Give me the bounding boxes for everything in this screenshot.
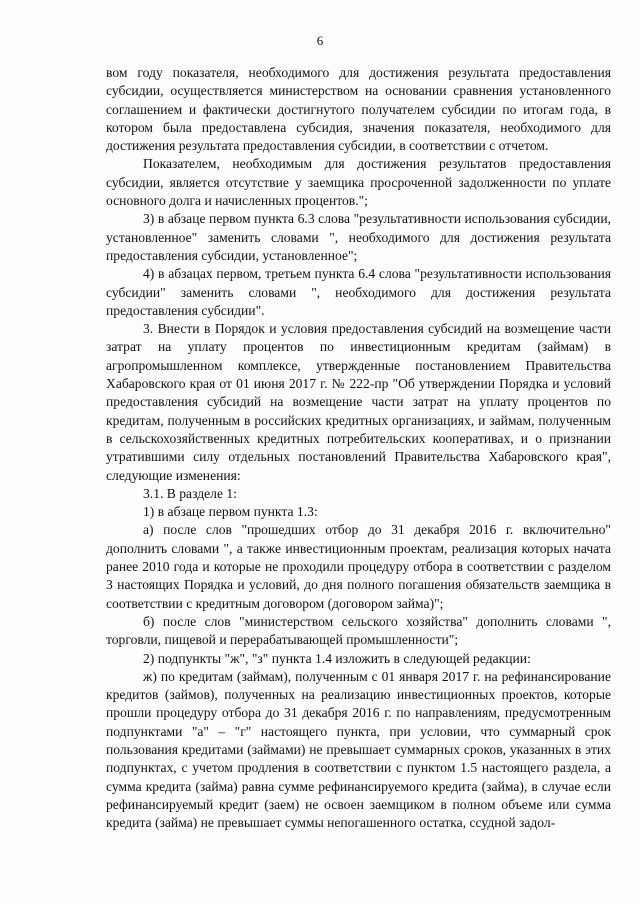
paragraph: 3. Внести в Порядок и условия предоставления субсидий на возмещение части затрат на уплату процентов по инвестиционным кредитам (займам) в агропромышленном комплексе, утвержденные постановлением Правительства Хабаровского края от 01 июня 2017 г. № 222-пр "Об утверждении Порядка и условий предоставления субсидий на возмещение части затрат на уплату процентов по кредитам, полученным в российских кредитных организациях, и займам, полученным в сельскохозяйственных кредитных потребительских кооперативах, и о признании утратившими силу отдельных постановлений Правительства Хабаровского края", следующие изменения: bbox=[106, 321, 611, 483]
paragraph: 1) в абзаце первом пункта 1.3: bbox=[143, 504, 318, 520]
paragraph: вом году показателя, необходимого для достижения результата предоставления субсидии, осуществляется министерством на основании сравнения установленного соглашением и фактически достигнутого получателем субсидии по итогам года, в котором была предоставлена субсидия, значения показателя, необходимого для достижения результата предоставления субсидии, в соответствии с отчетом. bbox=[106, 65, 611, 154]
document-body bbox=[106, 64, 611, 832]
paragraph: б) после слов "министерством сельского хозяйства" дополнить словами ", торговли, пищевой и перерабатывающей промышленности"; bbox=[106, 613, 611, 648]
paragraph: ж) по кредитам (займам), полученным с 01 января 2017 г. на рефинансирование кредитов (займов), полученных на реализацию инвестиционных проектов, которые прошли процедуру отбора до 31 декабря 2016 г. по направлениям, предусмотренным подпунктами "а" – "г" настоящего пункта, при условии, что суммарный срок пользования кредитами (займами) не превышает суммарных сроков, указанных в этих подпунктах, с учетом продления в соответствии с пунктом 1.5 настоящего раздела, а сумма кредита (займа) равна сумме рефинансируемого кредита (займа), в случае если рефинансируемый кредит (заем) не освоен заемщиком в полном объеме или сумма кредита (займа) не превышает суммы непогашенного остатка, ссудной задол- bbox=[106, 668, 611, 831]
paragraph: 2) подпункты "ж", "з" пункта 1.4 изложить в следующей редакции: bbox=[143, 650, 531, 666]
paragraph: 4) в абзацах первом, третьем пункта 6.4 слова "результативности использования субсидии" заменить словами ", необходимого для достижения результата предоставления субсидии". bbox=[106, 266, 611, 318]
paragraph: 3) в абзаце первом пункта 6.3 слова "результативности использования субсидии, установленное" заменить словами ", необходимого для достижения результата предоставления субсидии, установленное"; bbox=[106, 211, 611, 263]
paragraph: а) после слов "прошедших отбор до 31 декабря 2016 г. включительно" дополнить словами ", а также инвестиционным проектам, реализация которых начата ранее 2010 года и которые не проходили процедуру отбора в соответствии с разделом 3 настоящих Порядка и условий, до дня полного погашения обязательств заемщика в соответствии с кредитным договором (договором займа)"; bbox=[106, 522, 611, 611]
paragraph: 3.1. В разделе 1: bbox=[143, 485, 237, 501]
paragraph: Показателем, необходимым для достижения результатов предоставления субсидии, является отсутствие у заемщика просроченной задолженности по уплате основного долга и начисленных процентов."; bbox=[106, 156, 611, 209]
page-number: 6 bbox=[316, 33, 324, 48]
